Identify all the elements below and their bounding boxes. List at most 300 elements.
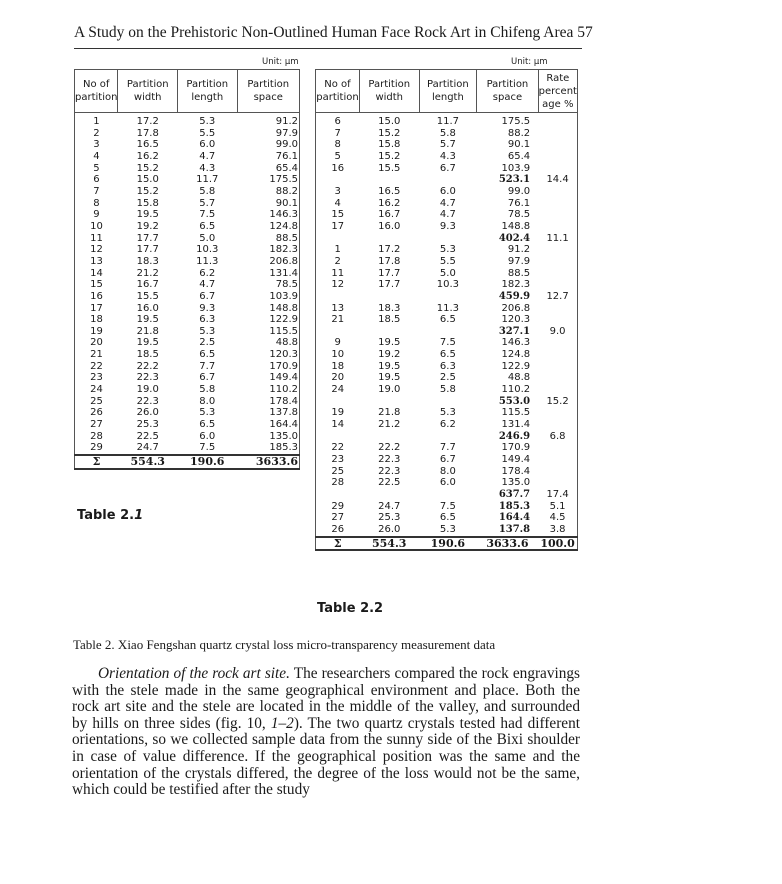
cell-rate: 5.1 bbox=[549, 500, 566, 512]
table-row bbox=[316, 279, 578, 291]
cell-no: 28 bbox=[90, 430, 103, 442]
cell-length: 11.3 bbox=[436, 302, 459, 314]
cell-no: 27 bbox=[331, 512, 345, 524]
table-row bbox=[75, 337, 300, 349]
table-row bbox=[316, 151, 578, 163]
cell-space: 459.9 bbox=[498, 290, 531, 302]
cell-width: 17.8 bbox=[136, 127, 159, 139]
cell-no: 1 bbox=[334, 244, 341, 256]
table-row bbox=[316, 524, 578, 537]
cell-width: 15.8 bbox=[378, 139, 401, 151]
cell-width: 16.5 bbox=[378, 185, 401, 197]
cell-width: 17.7 bbox=[136, 244, 159, 256]
cell-space: 175.5 bbox=[501, 116, 531, 127]
cell-width: 15.5 bbox=[136, 290, 159, 302]
cell-rate bbox=[538, 314, 577, 326]
cell-width: 21.2 bbox=[378, 419, 401, 431]
cell-space: 164.4 bbox=[269, 419, 298, 431]
cell-width: 19.5 bbox=[136, 337, 159, 349]
cell-width: 24.7 bbox=[378, 500, 401, 512]
table-row bbox=[316, 384, 578, 396]
cell-length: 6.5 bbox=[439, 314, 456, 326]
page-number: 57 bbox=[577, 24, 593, 41]
cell-space: 99.0 bbox=[275, 139, 298, 151]
cell-no: 11 bbox=[90, 232, 103, 244]
table-row bbox=[316, 372, 578, 384]
cell-no: 2 bbox=[334, 255, 341, 267]
cell-no bbox=[316, 233, 360, 245]
cell-space: 553.0 bbox=[498, 395, 531, 407]
cell-space: 65.4 bbox=[275, 162, 298, 174]
cell-no: 24 bbox=[331, 384, 345, 396]
cell-width: 19.5 bbox=[378, 372, 401, 384]
cell-width: 16.7 bbox=[136, 279, 159, 291]
cell-rate: 9.0 bbox=[549, 325, 566, 337]
sum-width: 554.3 bbox=[118, 455, 178, 469]
cell-length: 2.5 bbox=[439, 372, 456, 384]
cell-no: 22 bbox=[90, 360, 103, 372]
cell-width: 22.3 bbox=[136, 395, 159, 407]
col-header-length: Partition length bbox=[419, 70, 477, 113]
cell-no: 16 bbox=[90, 290, 103, 302]
cell-width: 16.2 bbox=[136, 150, 159, 162]
cell-width: 22.2 bbox=[136, 360, 159, 372]
cell-width: 19.5 bbox=[378, 337, 401, 349]
cell-no: 5 bbox=[93, 162, 100, 174]
cell-no: 6 bbox=[334, 116, 341, 127]
cell-length: 7.7 bbox=[439, 442, 456, 454]
cell-length: 5.7 bbox=[439, 139, 456, 151]
cell-width: 22.5 bbox=[136, 430, 159, 442]
cell-length: 11.7 bbox=[196, 174, 219, 186]
table-row bbox=[316, 361, 578, 373]
subtotal-row bbox=[316, 489, 578, 501]
cell-space: 148.8 bbox=[501, 220, 531, 232]
cell-length: 6.7 bbox=[199, 372, 216, 384]
cell-length: 6.3 bbox=[439, 360, 456, 372]
cell-width: 16.2 bbox=[378, 197, 401, 209]
cell-rate bbox=[538, 349, 577, 361]
cell-width: 19.5 bbox=[136, 314, 159, 326]
cell-space: 523.1 bbox=[498, 174, 531, 186]
cell-rate bbox=[538, 337, 577, 349]
cell-width: 15.2 bbox=[378, 150, 401, 162]
cell-width: 17.7 bbox=[378, 279, 401, 291]
table-row bbox=[316, 198, 578, 210]
subtotal-row bbox=[316, 326, 578, 338]
table-row bbox=[316, 337, 578, 349]
cell-space: 48.8 bbox=[507, 372, 531, 384]
sum-length: 190.6 bbox=[419, 537, 477, 551]
table-row bbox=[75, 419, 300, 431]
col-header-length: Partition length bbox=[177, 70, 237, 113]
cell-length: 4.3 bbox=[199, 162, 216, 174]
cell-no: 23 bbox=[90, 372, 103, 384]
table1-label: Table 2.1 bbox=[77, 508, 144, 523]
cell-space: 124.8 bbox=[269, 220, 298, 232]
cell-width: 17.7 bbox=[136, 232, 159, 244]
cell-no bbox=[316, 326, 360, 338]
cell-no: 25 bbox=[331, 465, 345, 477]
cell-space: 122.9 bbox=[269, 314, 298, 326]
cell-space: 637.7 bbox=[498, 489, 531, 500]
table-2-1 bbox=[74, 69, 300, 470]
cell-rate: 12.7 bbox=[546, 290, 569, 302]
table-row bbox=[75, 442, 300, 455]
cell-space: 78.5 bbox=[275, 279, 298, 291]
cell-no: 19 bbox=[331, 407, 345, 419]
cell-rate bbox=[538, 221, 577, 233]
cell-no: 10 bbox=[90, 220, 103, 232]
cell-length bbox=[419, 174, 477, 186]
cell-no: 13 bbox=[331, 302, 345, 314]
cell-no: 23 bbox=[331, 454, 345, 466]
cell-space: 185.3 bbox=[269, 442, 298, 454]
cell-space: 110.2 bbox=[501, 384, 531, 396]
cell-length: 6.2 bbox=[199, 267, 216, 279]
cell-width: 17.2 bbox=[136, 116, 159, 127]
cell-space: 90.1 bbox=[275, 197, 298, 209]
cell-rate bbox=[538, 466, 577, 478]
cell-no: 17 bbox=[331, 220, 345, 232]
cell-no: 17 bbox=[90, 302, 103, 314]
cell-no: 28 bbox=[331, 477, 345, 489]
table-row bbox=[316, 501, 578, 513]
cell-rate bbox=[538, 268, 577, 280]
cell-length: 5.8 bbox=[439, 384, 456, 396]
cell-rate bbox=[538, 442, 577, 454]
sum-space: 3633.6 bbox=[477, 537, 538, 551]
cell-length bbox=[419, 326, 477, 338]
cell-space: 148.8 bbox=[269, 302, 298, 314]
cell-width bbox=[359, 326, 419, 338]
cell-space: 131.4 bbox=[501, 419, 531, 431]
cell-space: 131.4 bbox=[269, 267, 298, 279]
table2-body bbox=[316, 113, 578, 537]
table-row bbox=[316, 113, 578, 128]
cell-no: 29 bbox=[90, 442, 103, 454]
table-row bbox=[75, 233, 300, 245]
cell-no: 15 bbox=[331, 209, 345, 221]
cell-space: 91.2 bbox=[507, 244, 531, 256]
cell-space: 246.9 bbox=[498, 430, 531, 442]
cell-no: 9 bbox=[334, 337, 341, 349]
cell-space: 78.5 bbox=[507, 209, 531, 221]
cell-width: 15.0 bbox=[136, 174, 159, 186]
cell-width: 15.0 bbox=[378, 116, 401, 127]
table-2-2 bbox=[315, 69, 578, 551]
cell-width bbox=[359, 291, 419, 303]
cell-space: 170.9 bbox=[269, 360, 298, 372]
cell-width: 18.3 bbox=[378, 302, 401, 314]
cell-no: 14 bbox=[331, 419, 345, 431]
cell-no: 24 bbox=[90, 384, 103, 396]
table-row bbox=[316, 477, 578, 489]
cell-no: 7 bbox=[93, 185, 100, 197]
cell-length bbox=[419, 233, 477, 245]
table-row bbox=[316, 209, 578, 221]
cell-no: 16 bbox=[331, 162, 345, 174]
cell-rate bbox=[538, 244, 577, 256]
cell-space: 149.4 bbox=[501, 454, 531, 466]
subtotal-row bbox=[316, 431, 578, 443]
cell-length: 5.8 bbox=[199, 185, 216, 197]
cell-rate bbox=[538, 256, 577, 268]
table-row bbox=[75, 209, 300, 221]
cell-rate bbox=[538, 454, 577, 466]
cell-no: 20 bbox=[90, 337, 103, 349]
cell-width: 17.2 bbox=[378, 244, 401, 256]
cell-length: 6.5 bbox=[439, 512, 456, 524]
cell-rate bbox=[538, 419, 577, 431]
table-row bbox=[75, 431, 300, 443]
cell-no bbox=[316, 431, 360, 443]
cell-space: 76.1 bbox=[507, 197, 531, 209]
cell-length: 10.3 bbox=[196, 244, 219, 256]
table-row bbox=[75, 396, 300, 408]
cell-no: 3 bbox=[334, 185, 341, 197]
cell-space: 103.9 bbox=[501, 162, 531, 174]
cell-length: 5.8 bbox=[439, 127, 456, 139]
cell-width: 15.8 bbox=[136, 197, 159, 209]
cell-length: 7.5 bbox=[439, 337, 456, 349]
table-row bbox=[316, 466, 578, 478]
cell-space: 146.3 bbox=[269, 209, 298, 221]
cell-width: 15.2 bbox=[378, 127, 401, 139]
table1-sum-row bbox=[75, 455, 300, 469]
cell-rate bbox=[538, 198, 577, 210]
table-row bbox=[75, 256, 300, 268]
cell-space: 88.5 bbox=[507, 267, 531, 279]
cell-length: 5.5 bbox=[199, 127, 216, 139]
cell-width bbox=[359, 233, 419, 245]
cell-space: 91.2 bbox=[275, 116, 298, 127]
subtotal-row bbox=[316, 291, 578, 303]
table2-label: Table 2.2 bbox=[317, 601, 384, 616]
cell-length: 4.7 bbox=[439, 209, 456, 221]
cell-space: 65.4 bbox=[507, 150, 531, 162]
col-header-space: Partition space bbox=[237, 70, 299, 113]
table-row bbox=[316, 419, 578, 431]
cell-length: 6.7 bbox=[439, 454, 456, 466]
cell-width: 26.0 bbox=[378, 523, 401, 535]
cell-space: 185.3 bbox=[498, 500, 531, 512]
cell-length: 7.5 bbox=[439, 500, 456, 512]
sum-rate: 100.0 bbox=[538, 537, 577, 551]
table-row bbox=[316, 221, 578, 233]
cell-length bbox=[419, 489, 477, 501]
cell-width: 22.3 bbox=[378, 454, 401, 466]
table-row bbox=[316, 268, 578, 280]
subtotal-row bbox=[316, 174, 578, 186]
cell-no bbox=[316, 396, 360, 408]
cell-length: 5.5 bbox=[439, 255, 456, 267]
cell-space: 182.3 bbox=[269, 244, 298, 256]
cell-length: 5.3 bbox=[439, 523, 456, 535]
cell-no: 26 bbox=[90, 407, 103, 419]
table-row bbox=[316, 314, 578, 326]
cell-length: 5.3 bbox=[439, 407, 456, 419]
table-row bbox=[75, 139, 300, 151]
cell-width: 15.2 bbox=[136, 185, 159, 197]
cell-no: 21 bbox=[90, 349, 103, 361]
cell-rate bbox=[538, 407, 577, 419]
cell-rate bbox=[538, 128, 577, 140]
table-row bbox=[75, 174, 300, 186]
cell-space: 170.9 bbox=[501, 442, 531, 454]
cell-length: 10.3 bbox=[436, 279, 459, 291]
cell-space: 115.5 bbox=[501, 407, 531, 419]
table-row bbox=[75, 244, 300, 256]
table-row bbox=[75, 384, 300, 396]
sum-symbol: Σ bbox=[316, 537, 360, 551]
cell-length: 5.3 bbox=[199, 325, 216, 337]
cell-no: 29 bbox=[331, 500, 345, 512]
table-row bbox=[316, 128, 578, 140]
cell-length: 6.0 bbox=[439, 477, 456, 489]
table-row bbox=[75, 113, 300, 128]
running-title: A Study on the Prehistoric Non-Outlined Human Face Rock Art in Chifeng Area bbox=[74, 24, 574, 41]
cell-width: 19.5 bbox=[136, 209, 159, 221]
table-row bbox=[75, 407, 300, 419]
cell-no: 14 bbox=[90, 267, 103, 279]
cell-space: 182.3 bbox=[501, 279, 531, 291]
table2-sum-row bbox=[316, 537, 578, 551]
cell-space: 164.4 bbox=[498, 512, 531, 524]
cell-space: 120.3 bbox=[501, 314, 531, 326]
cell-length: 6.5 bbox=[199, 419, 216, 431]
cell-width: 15.5 bbox=[378, 162, 401, 174]
cell-space: 146.3 bbox=[501, 337, 531, 349]
cell-rate bbox=[538, 279, 577, 291]
subtotal-row bbox=[316, 233, 578, 245]
cell-space: 103.9 bbox=[269, 290, 298, 302]
cell-length: 5.0 bbox=[199, 232, 216, 244]
cell-rate bbox=[538, 477, 577, 489]
table2-unit: Unit: μm bbox=[511, 57, 548, 67]
subtotal-row bbox=[316, 396, 578, 408]
cell-length: 5.0 bbox=[439, 267, 456, 279]
cell-length: 7.5 bbox=[199, 209, 216, 221]
cell-width: 19.0 bbox=[136, 384, 159, 396]
cell-length: 5.8 bbox=[199, 384, 216, 396]
cell-length: 5.7 bbox=[199, 197, 216, 209]
cell-length bbox=[419, 291, 477, 303]
cell-length: 6.7 bbox=[439, 162, 456, 174]
col-header-space: Partition space bbox=[477, 70, 538, 113]
body-paragraph: Orientation of the rock art site. The researchers compared the rock engravings with the stele made in the same geographical environment and place. Both the rock art site and the stele are located in the middle of the valley, and surrounded by hills on three sides (fig. 10, 1–2). The two quartz crystals tested had different orientations, so we collected sample data from the sunny side of the Bixi shoulder in case of value difference. If the geographical position was the same and the orientation of the crystals differed, the degree of the loss would not be the same, which could be testified after the study bbox=[72, 665, 580, 799]
cell-no: 10 bbox=[331, 349, 345, 361]
cell-width: 22.3 bbox=[136, 372, 159, 384]
table-row bbox=[75, 291, 300, 303]
cell-width: 21.8 bbox=[136, 325, 159, 337]
cell-rate bbox=[538, 186, 577, 198]
table-row bbox=[75, 268, 300, 280]
cell-no: 15 bbox=[90, 279, 103, 291]
cell-space: 135.0 bbox=[501, 477, 531, 489]
cell-length: 6.3 bbox=[199, 314, 216, 326]
cell-rate bbox=[538, 303, 577, 315]
sum-space: 3633.6 bbox=[237, 455, 299, 469]
table-row bbox=[316, 303, 578, 315]
cell-width bbox=[359, 174, 419, 186]
cell-rate bbox=[538, 139, 577, 151]
sum-symbol: Σ bbox=[75, 455, 118, 469]
cell-space: 97.9 bbox=[507, 255, 531, 267]
cell-length: 9.3 bbox=[439, 220, 456, 232]
cell-width: 22.3 bbox=[378, 465, 401, 477]
cell-no: 4 bbox=[93, 150, 100, 162]
cell-space: 88.2 bbox=[507, 127, 531, 139]
cell-length: 6.5 bbox=[199, 349, 216, 361]
table-row bbox=[316, 244, 578, 256]
cell-space: 90.1 bbox=[507, 139, 531, 151]
cell-space: 206.8 bbox=[269, 255, 298, 267]
cell-length: 8.0 bbox=[199, 395, 216, 407]
cell-length: 6.5 bbox=[439, 349, 456, 361]
cell-space: 327.1 bbox=[498, 325, 531, 337]
cell-space: 175.5 bbox=[269, 174, 298, 186]
cell-space: 99.0 bbox=[507, 185, 531, 197]
table-row bbox=[75, 186, 300, 198]
paragraph-lead: Orientation of the rock art site. bbox=[98, 665, 290, 682]
table-row bbox=[75, 128, 300, 140]
cell-length: 6.0 bbox=[199, 430, 216, 442]
table-row bbox=[316, 256, 578, 268]
cell-width: 19.5 bbox=[378, 360, 401, 372]
cell-width: 16.5 bbox=[136, 139, 159, 151]
cell-length: 8.0 bbox=[439, 465, 456, 477]
cell-width: 24.7 bbox=[136, 442, 159, 454]
cell-no: 8 bbox=[93, 197, 100, 209]
table-row bbox=[75, 361, 300, 373]
table-row bbox=[75, 326, 300, 338]
table-row bbox=[316, 186, 578, 198]
cell-width: 25.3 bbox=[378, 512, 401, 524]
cell-rate bbox=[538, 372, 577, 384]
cell-space: 137.8 bbox=[498, 523, 531, 535]
cell-length: 11.7 bbox=[436, 116, 459, 127]
cell-space: 124.8 bbox=[501, 349, 531, 361]
cell-no: 1 bbox=[93, 116, 100, 127]
cell-rate bbox=[538, 113, 577, 128]
cell-space: 97.9 bbox=[275, 127, 298, 139]
cell-rate bbox=[538, 151, 577, 163]
cell-width bbox=[359, 431, 419, 443]
cell-rate bbox=[538, 209, 577, 221]
cell-width: 19.2 bbox=[136, 220, 159, 232]
cell-width: 22.5 bbox=[378, 477, 401, 489]
cell-width: 17.7 bbox=[378, 267, 401, 279]
cell-space: 115.5 bbox=[269, 325, 298, 337]
cell-width: 17.8 bbox=[378, 255, 401, 267]
cell-length: 6.5 bbox=[199, 220, 216, 232]
cell-no: 5 bbox=[334, 150, 341, 162]
cell-width: 22.2 bbox=[378, 442, 401, 454]
sum-width: 554.3 bbox=[359, 537, 419, 551]
col-header-width: Partition width bbox=[359, 70, 419, 113]
col-header-rate: Rate percent age % bbox=[538, 70, 577, 113]
cell-width: 16.0 bbox=[136, 302, 159, 314]
cell-length: 2.5 bbox=[199, 337, 216, 349]
figure-reference: 1–2 bbox=[270, 714, 294, 732]
table1-body bbox=[75, 113, 300, 456]
cell-space: 76.1 bbox=[275, 150, 298, 162]
cell-rate bbox=[538, 163, 577, 175]
cell-rate: 15.2 bbox=[546, 395, 569, 407]
cell-width: 16.0 bbox=[378, 220, 401, 232]
cell-space: 120.3 bbox=[269, 349, 298, 361]
